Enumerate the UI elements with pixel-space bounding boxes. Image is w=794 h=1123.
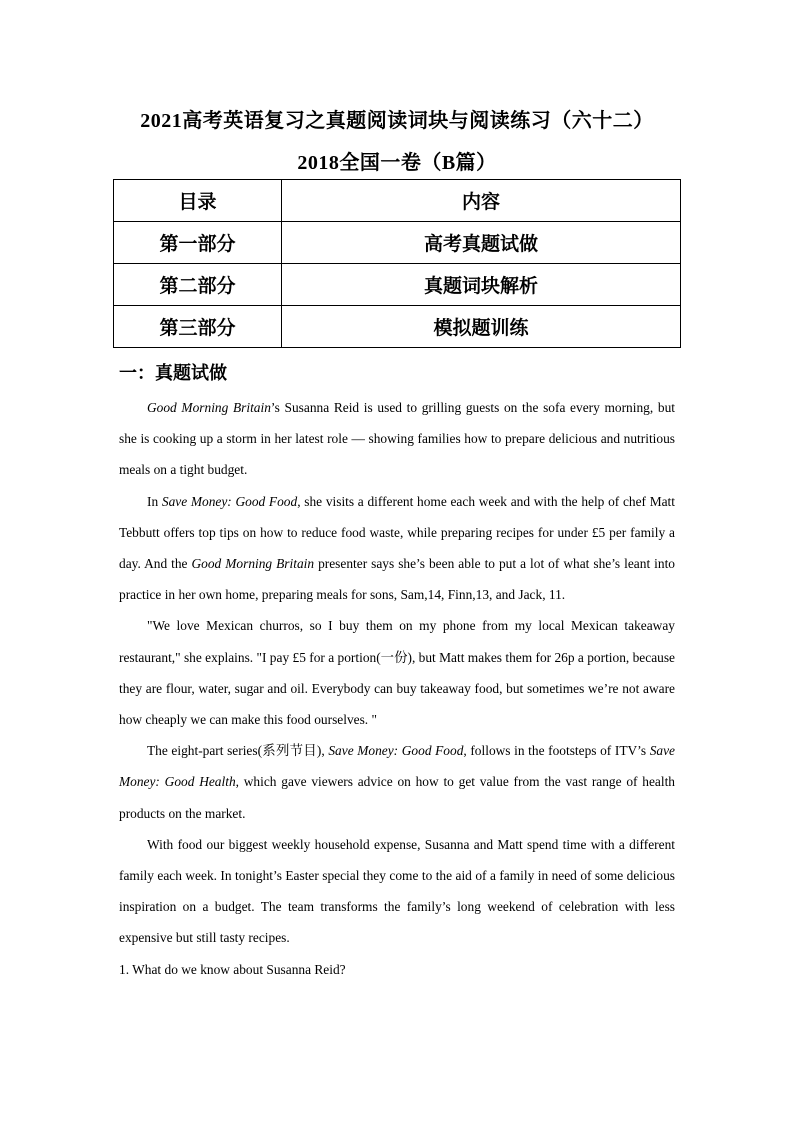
show-title: Save Money: Good Health (119, 743, 675, 790)
table-cell: 第三部分 (114, 306, 282, 348)
table-row (114, 264, 681, 306)
table-cell: 第一部分 (114, 222, 282, 264)
document-title: 2021高考英语复习之真题阅读词块与阅读练习（六十二） (140, 110, 654, 132)
paragraph-text: The eight-part series(系列节目), (147, 743, 329, 759)
table-row (114, 306, 681, 348)
paragraph (119, 735, 675, 829)
show-title: Save Money: Good Food (161, 493, 298, 509)
section-heading: 一：真题试做 (119, 363, 227, 383)
paragraph-text: In (147, 493, 162, 509)
paragraph-text: , which gave viewers advice on how to get value from the vast range of health products on the market. (119, 774, 675, 821)
table-cell: 模拟题训练 (282, 306, 681, 348)
paragraph-text: , she visits a different home each week and with the help of chef Matt Tebbutt offers top tips on how to reduce food waste, while preparing recipes for under £5 per family a day. And the (119, 493, 675, 572)
table-header-cell: 目录 (114, 180, 282, 222)
table-header-cell: 内容 (282, 180, 681, 222)
table-cell: 第二部分 (114, 264, 282, 306)
table-cell: 高考真题试做 (282, 222, 681, 264)
table-row (114, 222, 681, 264)
paragraph (119, 486, 675, 611)
paragraph-text: ’s Susanna Reid is used to grilling guests on the sofa every morning, but she is cooking up a storm in her latest role — showing families how to prepare delicious and nutritious meals on a tight budget. (119, 400, 675, 478)
paragraph-text: , follows in the footsteps of ITV’s (463, 743, 650, 759)
show-title: Good Morning Britain (191, 556, 315, 572)
document-subtitle: 2018全国一卷（B篇） (297, 152, 497, 174)
paragraph: "We love Mexican churros, so I buy them on my phone from my local Mexican takeaway restaurant," she explains. "I pay £5 for a portion(一份), but Matt makes them for 26p a portion, because they are flour, water, sugar and oil. Everybody can buy takeaway food, but sometimes we’re not aware how cheaply we can make this food ourselves. " (119, 618, 675, 728)
table-header-row (114, 180, 681, 222)
passage-body (119, 392, 675, 985)
paragraph: With food our biggest weekly household expense, Susanna and Matt spend time with a different family each week. In tonight’s Easter special they come to the aid of a family in need of some delicious inspiration on a budget. The team transforms the family’s long weekend of celebration with less expensive but still tasty recipes. (119, 836, 675, 946)
paragraph-text: presenter says she’s been able to put a lot of what she’s leant into practice in her own home, preparing meals for sons, Sam,14, Finn,13, and Jack, 11. (119, 556, 675, 603)
show-title: Good Morning Britain (147, 400, 271, 415)
paragraph (119, 392, 675, 486)
contents-table (113, 179, 681, 348)
table-cell: 真题词块解析 (282, 264, 681, 306)
question: 1. What do we know about Susanna Reid? (119, 961, 346, 977)
show-title: Save Money: Good Food (328, 743, 464, 759)
